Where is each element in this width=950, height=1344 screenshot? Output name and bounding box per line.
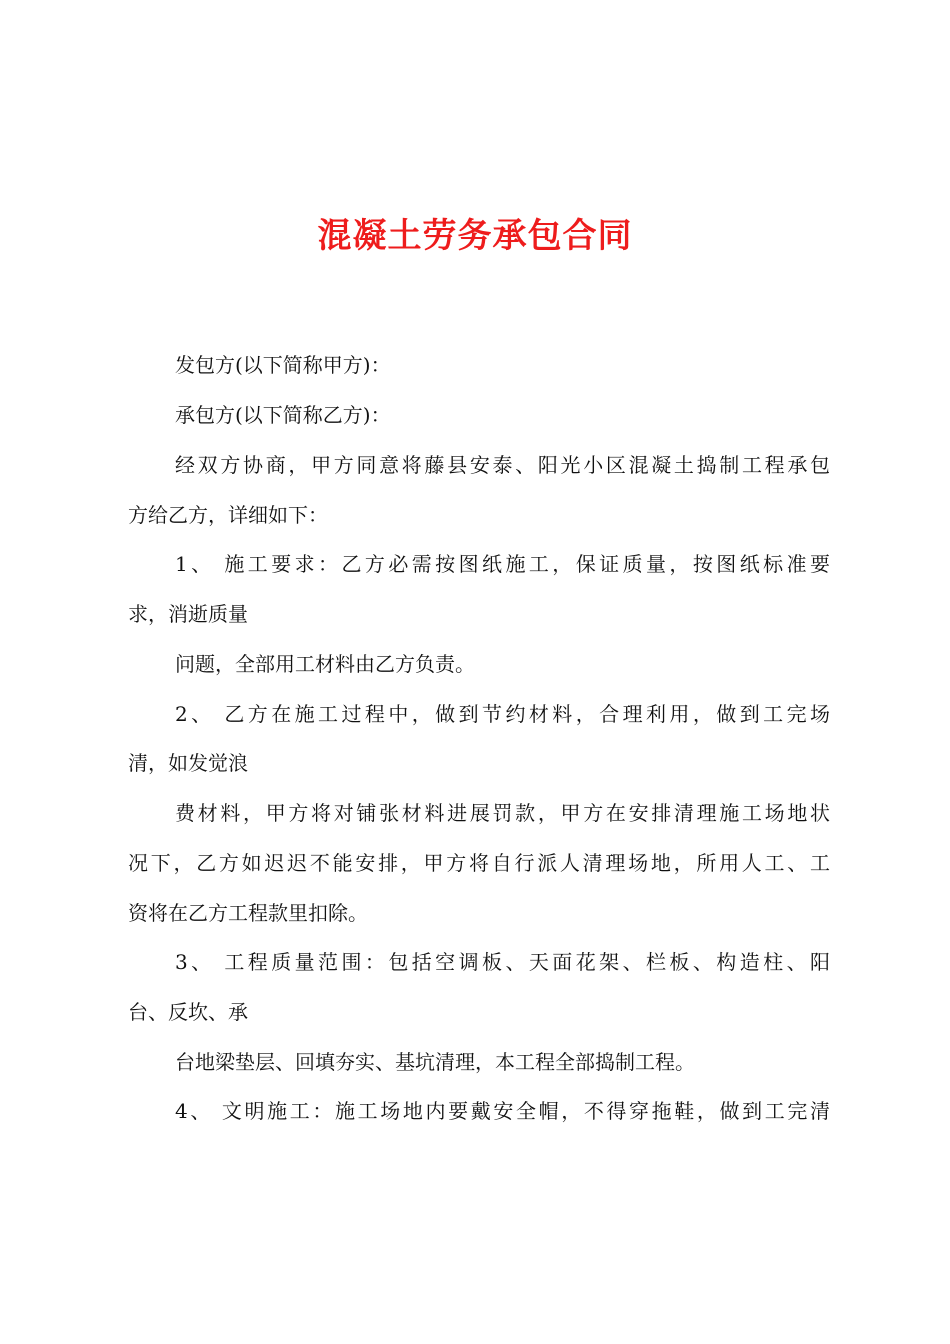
party-b-line: 承包方(以下简称乙方)： <box>175 403 391 427</box>
paragraph-line: 费材料，甲方将对铺张材料进展罚款，甲方在安排清理施工场地状 <box>175 801 830 825</box>
paragraph-line: 求，消逝质量 <box>128 602 248 626</box>
clause-2-line: 2、 乙方在施工过程中，做到节约材料，合理利用，做到工完场 <box>175 702 830 726</box>
clause-3-line: 3、 工程质量范围：包括空调板、天面花架、栏板、构造柱、阳 <box>175 950 830 974</box>
paragraph-line: 清，如发觉浪 <box>128 751 248 775</box>
paragraph-line: 问题，全部用工材料由乙方负责。 <box>175 652 475 676</box>
party-a-line: 发包方(以下简称甲方)： <box>175 353 391 377</box>
document-title: 混凝土劳务承包合同 <box>317 216 633 256</box>
paragraph-line: 台地梁垫层、回填夯实、基坑清理，本工程全部捣制工程。 <box>175 1050 695 1074</box>
clause-1-line: 1、 施工要求：乙方必需按图纸施工，保证质量，按图纸标准要 <box>175 552 830 576</box>
paragraph-line: 台、反坎、承 <box>128 1000 248 1024</box>
paragraph-line: 方给乙方，详细如下： <box>128 503 328 527</box>
clause-4-line: 4、 文明施工：施工场地内要戴安全帽，不得穿拖鞋，做到工完清 <box>175 1099 830 1123</box>
paragraph-line: 经双方协商，甲方同意将藤县安泰、阳光小区混凝土捣制工程承包 <box>175 453 830 477</box>
paragraph-line: 况下，乙方如迟迟不能安排，甲方将自行派人清理场地，所用人工、工 <box>128 851 830 875</box>
paragraph-line: 资将在乙方工程款里扣除。 <box>128 901 368 925</box>
